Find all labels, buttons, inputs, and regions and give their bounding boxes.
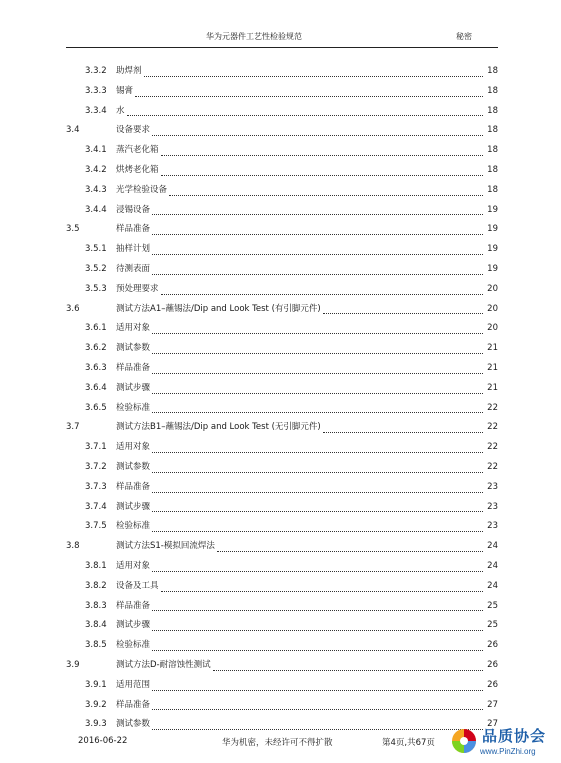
toc-entry-label: 蒸汽老化箱 bbox=[116, 145, 159, 156]
toc-entry-label: 样品准备 bbox=[116, 362, 151, 373]
toc-entry-page: 18 bbox=[487, 145, 498, 156]
toc-entry-number: 3.9 bbox=[66, 659, 80, 670]
toc-dot-leader bbox=[152, 235, 483, 255]
toc-dot-leader bbox=[161, 275, 483, 295]
toc-entry-page: 19 bbox=[487, 204, 498, 215]
toc-entry-label: 锡膏 bbox=[116, 85, 134, 96]
toc-entry-page: 18 bbox=[487, 105, 498, 116]
toc-dot-leader bbox=[127, 97, 483, 117]
toc-entry-page: 22 bbox=[487, 402, 498, 413]
toc-entry-page: 26 bbox=[487, 640, 498, 651]
toc-entry-number: 3.7.4 bbox=[85, 501, 107, 512]
toc-entry-label: 待测表面 bbox=[116, 263, 151, 274]
page-header bbox=[66, 27, 498, 48]
watermark-url: www.PinZhi.org bbox=[480, 747, 536, 756]
toc-entry-page: 22 bbox=[487, 422, 498, 433]
toc-dot-leader bbox=[152, 473, 483, 493]
toc-entry-label: 测试参数 bbox=[116, 343, 151, 354]
toc-dot-leader bbox=[152, 314, 483, 334]
toc-entry-page: 24 bbox=[487, 560, 498, 571]
toc-entry-label: 样品准备 bbox=[116, 600, 151, 611]
toc-entry-number: 3.6 bbox=[66, 303, 80, 314]
classification-label: 秘密 bbox=[456, 32, 472, 41]
toc-entry-number: 3.7.3 bbox=[85, 481, 107, 492]
toc-entry-number: 3.8.1 bbox=[85, 560, 107, 571]
toc-entry-number: 3.4.3 bbox=[85, 184, 107, 195]
toc-entry-number: 3.3.2 bbox=[85, 66, 107, 76]
toc-entry-page: 21 bbox=[487, 343, 498, 354]
toc-dot-leader bbox=[135, 77, 483, 97]
toc-dot-leader bbox=[152, 710, 483, 730]
toc-dot-leader bbox=[152, 116, 483, 136]
toc-entry-label: 测试参数 bbox=[116, 719, 151, 730]
toc-entry-number: 3.4.1 bbox=[85, 145, 107, 156]
toc-entry-label: 样品准备 bbox=[116, 699, 151, 710]
toc-entry-number: 3.3.4 bbox=[85, 105, 107, 116]
toc-entry-number: 3.8.2 bbox=[85, 580, 107, 591]
toc-entry-number: 3.7.5 bbox=[85, 521, 107, 532]
toc-entry-label: 测试方法A1–蘸锡法/Dip and Look Test (有引脚元件) bbox=[116, 303, 321, 314]
toc-entry-number: 3.9.1 bbox=[85, 679, 107, 690]
toc-entry-number: 3.6.4 bbox=[85, 382, 107, 393]
toc-entry-label: 适用范围 bbox=[116, 679, 151, 690]
toc-dot-leader bbox=[152, 433, 483, 453]
toc-entry-page: 18 bbox=[487, 164, 498, 175]
toc-entry-label: 适用对象 bbox=[116, 323, 151, 334]
toc-entry-label: 测试参数 bbox=[116, 461, 151, 472]
toc-dot-leader bbox=[152, 334, 483, 354]
toc-entry-label: 检验标准 bbox=[116, 402, 151, 413]
toc-entry-page: 23 bbox=[487, 521, 498, 532]
toc-dot-leader bbox=[152, 196, 483, 216]
toc-entry-label: 光学检验设备 bbox=[116, 184, 168, 195]
toc-entry-page: 20 bbox=[487, 323, 498, 334]
toc-entry-label: 测试步骤 bbox=[116, 501, 151, 512]
toc-dot-leader bbox=[152, 691, 483, 711]
footer-page-info: 第4页,共67页 bbox=[382, 738, 435, 748]
toc-entry-page: 26 bbox=[487, 679, 498, 690]
toc-dot-leader bbox=[323, 295, 483, 315]
toc-entry-number: 3.8.4 bbox=[85, 620, 107, 631]
toc-entry-page: 22 bbox=[487, 442, 498, 453]
toc-dot-leader bbox=[169, 176, 483, 196]
toc-entry-label: 设备及工具 bbox=[116, 580, 159, 591]
toc-entry-number: 3.4.4 bbox=[85, 204, 107, 215]
toc-dot-leader bbox=[152, 611, 483, 631]
toc-dot-leader bbox=[161, 136, 483, 156]
toc-entry-label: 检验标准 bbox=[116, 640, 151, 651]
document-title: 华为元器件工艺性检验规范 bbox=[206, 32, 302, 41]
pinzhi-logo-icon bbox=[450, 727, 478, 755]
table-of-contents bbox=[66, 62, 498, 735]
toc-entry-page: 18 bbox=[487, 184, 498, 195]
toc-entry-number: 3.4 bbox=[66, 125, 80, 136]
toc-entry-number: 3.6.3 bbox=[85, 362, 107, 373]
toc-dot-leader bbox=[161, 156, 483, 176]
toc-entry-number: 3.6.2 bbox=[85, 343, 107, 354]
toc-entry-page: 20 bbox=[487, 283, 498, 294]
toc-entry-number: 3.7.2 bbox=[85, 461, 107, 472]
toc-entry-label: 助焊剂 bbox=[116, 66, 142, 76]
toc-entry-page: 25 bbox=[487, 600, 498, 611]
toc-dot-leader bbox=[161, 572, 483, 592]
toc-entry-page: 18 bbox=[487, 66, 498, 76]
toc-entry-page: 24 bbox=[487, 541, 498, 552]
toc-entry-page: 19 bbox=[487, 263, 498, 274]
page-footer bbox=[66, 733, 498, 751]
toc-entry-page: 21 bbox=[487, 382, 498, 393]
toc-entry-page: 19 bbox=[487, 244, 498, 255]
toc-entry-page: 20 bbox=[487, 303, 498, 314]
toc-entry-page: 18 bbox=[487, 85, 498, 96]
toc-dot-leader bbox=[152, 453, 483, 473]
toc-entry-label: 设备要求 bbox=[116, 125, 151, 136]
toc-entry-number: 3.8 bbox=[66, 541, 80, 552]
toc-entry-number: 3.5 bbox=[66, 224, 80, 235]
toc-entry-number: 3.3.3 bbox=[85, 85, 107, 96]
toc-entry-number: 3.4.2 bbox=[85, 164, 107, 175]
toc-entry-label: 浸锡设备 bbox=[116, 204, 151, 215]
toc-entry-label: 水 bbox=[116, 105, 125, 116]
watermark-name: 品质协会 bbox=[482, 727, 547, 745]
toc-dot-leader bbox=[152, 354, 483, 374]
toc-entry-number: 3.6.5 bbox=[85, 402, 107, 413]
toc-entry-page: 27 bbox=[487, 699, 498, 710]
toc-entry-label: 适用对象 bbox=[116, 442, 151, 453]
toc-entry-label: 检验标准 bbox=[116, 521, 151, 532]
toc-dot-leader bbox=[152, 552, 483, 572]
footer-notice: 华为机密，未经许可不得扩散 bbox=[222, 738, 333, 748]
toc-dot-leader bbox=[152, 592, 483, 612]
toc-entry-page: 27 bbox=[487, 719, 498, 730]
toc-entry-number: 3.5.2 bbox=[85, 263, 107, 274]
toc-entry-page: 18 bbox=[487, 125, 498, 136]
toc-dot-leader bbox=[144, 57, 483, 77]
toc-entry-label: 样品准备 bbox=[116, 481, 151, 492]
toc-entry-label: 测试方法D-耐溶蚀性测试 bbox=[116, 659, 211, 670]
toc-entry-label: 测试方法S1-模拟回流焊法 bbox=[116, 541, 215, 552]
toc-entry-page: 21 bbox=[487, 362, 498, 373]
toc-dot-leader bbox=[152, 255, 483, 275]
toc-dot-leader bbox=[152, 394, 483, 414]
toc-entry-label: 预处理要求 bbox=[116, 283, 159, 294]
toc-entry-page: 19 bbox=[487, 224, 498, 235]
footer-date: 2016-06-22 bbox=[78, 736, 128, 746]
toc-dot-leader bbox=[152, 493, 483, 513]
toc-dot-leader bbox=[323, 413, 483, 433]
watermark bbox=[442, 723, 561, 763]
toc-dot-leader bbox=[152, 671, 483, 691]
toc-entry-label: 测试步骤 bbox=[116, 620, 151, 631]
toc-entry-label: 测试步骤 bbox=[116, 382, 151, 393]
toc-entry-number: 3.5.1 bbox=[85, 244, 107, 255]
toc-entry-label: 烘烤老化箱 bbox=[116, 164, 159, 175]
toc-entry-page: 23 bbox=[487, 501, 498, 512]
toc-dot-leader bbox=[217, 532, 483, 552]
toc-dot-leader bbox=[152, 512, 483, 532]
toc-entry-label: 抽样计划 bbox=[116, 244, 151, 255]
toc-entry-page: 24 bbox=[487, 580, 498, 591]
toc-entry-number: 3.8.5 bbox=[85, 640, 107, 651]
toc-entry-page: 22 bbox=[487, 461, 498, 472]
toc-entry-number: 3.9.3 bbox=[85, 719, 107, 730]
toc-entry-label: 测试方法B1–蘸锡法/Dip and Look Test (无引脚元件) bbox=[116, 422, 321, 433]
toc-dot-leader bbox=[152, 215, 483, 235]
toc-entry-number: 3.8.3 bbox=[85, 600, 107, 611]
toc-entry-number: 3.9.2 bbox=[85, 699, 107, 710]
toc-dot-leader bbox=[213, 651, 483, 671]
toc-entry-page: 26 bbox=[487, 659, 498, 670]
toc-entry-number: 3.7 bbox=[66, 422, 80, 433]
toc-dot-leader bbox=[152, 374, 483, 394]
toc-entry-number: 3.7.1 bbox=[85, 442, 107, 453]
toc-entry-number: 3.5.3 bbox=[85, 283, 107, 294]
toc-entry-label: 适用对象 bbox=[116, 560, 151, 571]
toc-entry-label: 样品准备 bbox=[116, 224, 151, 235]
toc-entry-page: 25 bbox=[487, 620, 498, 631]
toc-dot-leader bbox=[152, 631, 483, 651]
toc-entry-page: 23 bbox=[487, 481, 498, 492]
toc-entry-number: 3.6.1 bbox=[85, 323, 107, 334]
